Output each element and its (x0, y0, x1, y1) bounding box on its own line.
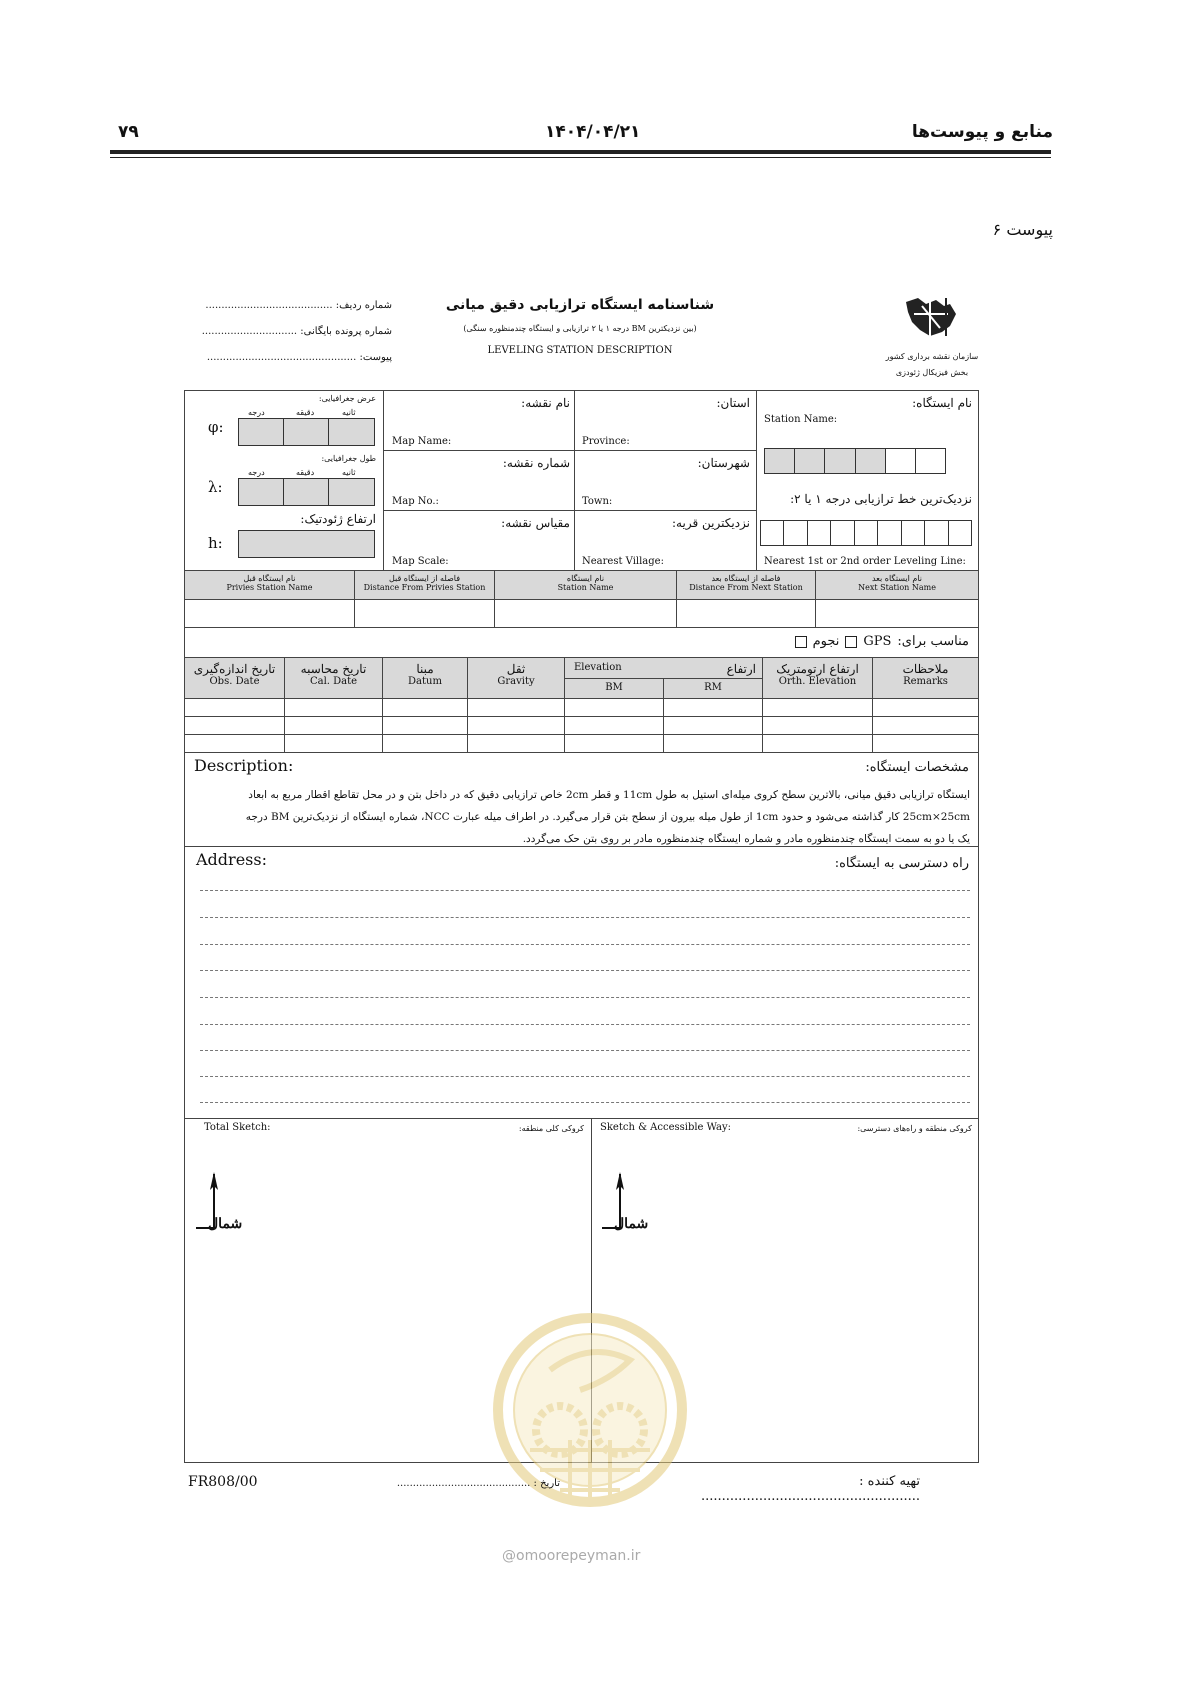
lon-min-label: دقیقه (296, 468, 315, 477)
header-rule-thick (110, 150, 1051, 154)
elevation-sub-divider (564, 678, 762, 679)
station-name-label-fa: نام ایستگاه: (912, 396, 972, 410)
suitable-for-label: مناسب برای: (897, 634, 969, 649)
obs-div-4 (564, 658, 565, 752)
lon-min-cell[interactable] (283, 478, 329, 506)
form-code: FR808/00 (188, 1474, 258, 1490)
description-label-en: Description: (194, 756, 294, 775)
station-name-boxes[interactable] (764, 448, 946, 474)
form-border-left (184, 390, 185, 1463)
astro-checkbox[interactable] (795, 636, 807, 648)
header-date: ۱۴۰۴/۰۴/۲۱ (545, 122, 641, 142)
lat-min-cell[interactable] (283, 418, 329, 446)
address-line-2[interactable] (200, 917, 970, 918)
neighbors-bottom (184, 627, 979, 628)
row-divider-b (383, 510, 756, 511)
description-line-1: ایستگاه ترازیابی دقیق میانی، بالاترین سطح کروی میله‌ای استیل به طول 11cm و قطر 2cm خاص ترازیابی دقیق که در داخل بتن و در محل تقاطع اقطار مربع به ابعاد (248, 789, 970, 801)
address-label-en: Address: (196, 850, 267, 869)
form-subtitle: (بین نزدیکترین BM درجه ۱ یا ۲ ترازیابی و ایستگاه چندمنظوره سنگی) (463, 324, 697, 333)
date-field: تاریخ : .......................................... (396, 1478, 560, 1489)
nearest-line-boxes[interactable] (760, 520, 972, 546)
lon-deg-cell[interactable] (238, 478, 284, 506)
preparer-field: تهیه کننده : ..................................................... (700, 1474, 920, 1504)
neighbor-prev-name: نام ایستگاه قبل Privies Station Name (226, 574, 313, 592)
lat-sec-label: درجه (248, 408, 265, 417)
province-label-fa: استان: (716, 396, 750, 410)
address-label-fa: راه دسترسی به ایستگاه: (834, 856, 969, 871)
address-line-1[interactable] (200, 890, 970, 891)
town-label-fa: شهرستان: (697, 456, 750, 470)
address-line-6[interactable] (200, 1024, 970, 1025)
province-label-en: Province: (582, 436, 630, 447)
datum-header: مبنا Datum (408, 662, 442, 687)
phi-symbol: φ: (208, 418, 224, 436)
appendix-label: پیوست ۶ (992, 220, 1053, 239)
remarks-header: ملاحظات Remarks (902, 662, 949, 687)
latitude-label: عرض جغرافیایی: (318, 394, 376, 403)
address-bottom (184, 1118, 979, 1119)
address-line-3[interactable] (200, 944, 970, 945)
village-label-en: Nearest Village: (582, 556, 664, 567)
elevation-header-en: Elevation (574, 662, 622, 673)
astro-label: نجوم (812, 634, 840, 649)
access-sketch-label-en: Sketch & Accessible Way: (600, 1122, 732, 1133)
lon-deg-label: درجه (248, 468, 265, 477)
obs-date-header: تاریخ اندازه‌گیری Obs. Date (193, 662, 276, 687)
row-divider-a (383, 450, 756, 451)
col-divider-2 (574, 390, 575, 570)
map-scale-label-fa: مقیاس نقشه: (501, 516, 570, 530)
bm-header: BM (605, 682, 623, 693)
total-sketch-label-en: Total Sketch: (204, 1122, 271, 1133)
neighbor-next-name: نام ایستگاه بعد Next Station Name (858, 574, 936, 592)
org-logo (900, 292, 964, 342)
col-divider-1 (383, 390, 384, 570)
map-scale-label-en: Map Scale: (392, 556, 449, 567)
obs-header-bottom (184, 698, 979, 699)
lat-deg-label: ثانیه (342, 408, 356, 417)
rm-header: RM (704, 682, 722, 693)
lat-min-label: دقیقه (296, 408, 315, 417)
longitude-label: طول جغرافیایی: (321, 454, 376, 463)
suitable-for-row (795, 634, 969, 649)
access-sketch-label-fa: کروکی منطقه و راه‌های دسترسی: (857, 1124, 972, 1133)
obs-row-2 (184, 734, 979, 735)
gravity-header: ثقل Gravity (497, 662, 535, 687)
nearest-line-label-en: Nearest 1st or 2nd order Leveling Line: (764, 556, 966, 567)
address-line-8[interactable] (200, 1076, 970, 1077)
map-no-label-en: Map No.: (392, 496, 439, 507)
lat-deg-cell[interactable] (238, 418, 284, 446)
watermark-site: @omoorepeyman.ir (502, 1548, 641, 1564)
description-label-fa: مشخصات ایستگاه: (865, 760, 969, 775)
town-label-en: Town: (582, 496, 613, 507)
org-division: بخش فیزیکال ژئودزی (895, 368, 969, 377)
neighbors-header-bottom (184, 599, 979, 600)
cal-date-header: تاریخ محاسبه Cal. Date (300, 662, 367, 687)
address-line-7[interactable] (200, 1050, 970, 1051)
height-label: ارتفاع ژئودتیک: (300, 512, 376, 526)
lat-sec-cell[interactable] (328, 418, 375, 446)
orth-elevation-header: ارتفاع ارتومتریک Orth. Elevation (776, 662, 859, 687)
map-name-label-fa: نام نقشه: (521, 396, 570, 410)
form-title: شناسنامه ایستگاه ترازیابی دقیق میانی (445, 297, 715, 313)
h-symbol: h: (208, 534, 223, 552)
address-line-4[interactable] (200, 970, 970, 971)
form-border-right (978, 390, 979, 1463)
archive-number-field: شماره پرونده بایگانی: .............................. (201, 326, 392, 337)
station-name-label-en: Station Name: (764, 414, 838, 425)
lon-sec-cell[interactable] (328, 478, 375, 506)
obs-row-1 (184, 716, 979, 717)
north-label-right: شمال (614, 1216, 649, 1232)
description-bottom (184, 846, 979, 847)
total-sketch-label-fa: کروکی کلی منطقه: (518, 1124, 584, 1133)
address-line-5[interactable] (200, 997, 970, 998)
org-name: سازمان نقشه برداری کشور (885, 352, 979, 361)
village-label-fa: نزدیکترین قریه: (672, 516, 750, 530)
neighbor-station-name: نام ایستگاه Station Name (557, 574, 614, 592)
gps-label: GPS (863, 634, 892, 649)
north-label-left: شمال (208, 1216, 243, 1232)
form-border-top (184, 390, 979, 391)
elevation-header-fa: ارتفاع (726, 662, 756, 676)
description-text (192, 784, 970, 850)
header-rule-thin (110, 157, 1051, 158)
description-line-3: یک یا دو به سمت ایستگاه چندمنظوره مادر و شماره ایستگاه چندمنظوره مادر بر روی بتن حک می‌گردد. (522, 833, 970, 845)
header-title: منابع و پیوست‌ها (911, 122, 1053, 142)
page-number: ۷۹ (118, 122, 139, 142)
attachment-field: پیوست: ............................................... (206, 352, 392, 363)
nearest-line-label-fa: نزدیک‌ترین خط ترازیابی درجه ۱ یا ۲: (790, 492, 972, 506)
form-title-en: LEVELING STATION DESCRIPTION (487, 345, 673, 356)
neighbor-prev-distance: فاصله از ایستگاه قبل Distance From Privies Station (363, 574, 486, 592)
row-number-field: شماره ردیف: ........................................ (205, 300, 392, 311)
obs-bottom (184, 752, 979, 753)
gps-checkbox[interactable] (845, 636, 857, 648)
col-divider-3 (756, 390, 757, 570)
lon-sec-label: ثانیه (342, 468, 356, 477)
lambda-symbol: λ: (208, 478, 223, 496)
description-line-2: 25cm×25cm کار گذاشته می‌شود و حدود 1cm از طول میله بیرون از سطح بتن قرار می‌گیرد. در اطراف میله عبارت NCC، شماره ایستگاه از نزدیک‌ترین BM درجه (245, 811, 970, 823)
neighbor-next-distance: فاصله از ایستگاه بعد Distance From Next Station (689, 574, 803, 592)
map-name-label-en: Map Name: (392, 436, 452, 447)
map-no-label-fa: شماره نقشه: (502, 456, 570, 470)
address-line-9[interactable] (200, 1102, 970, 1103)
height-cell[interactable] (238, 530, 375, 558)
